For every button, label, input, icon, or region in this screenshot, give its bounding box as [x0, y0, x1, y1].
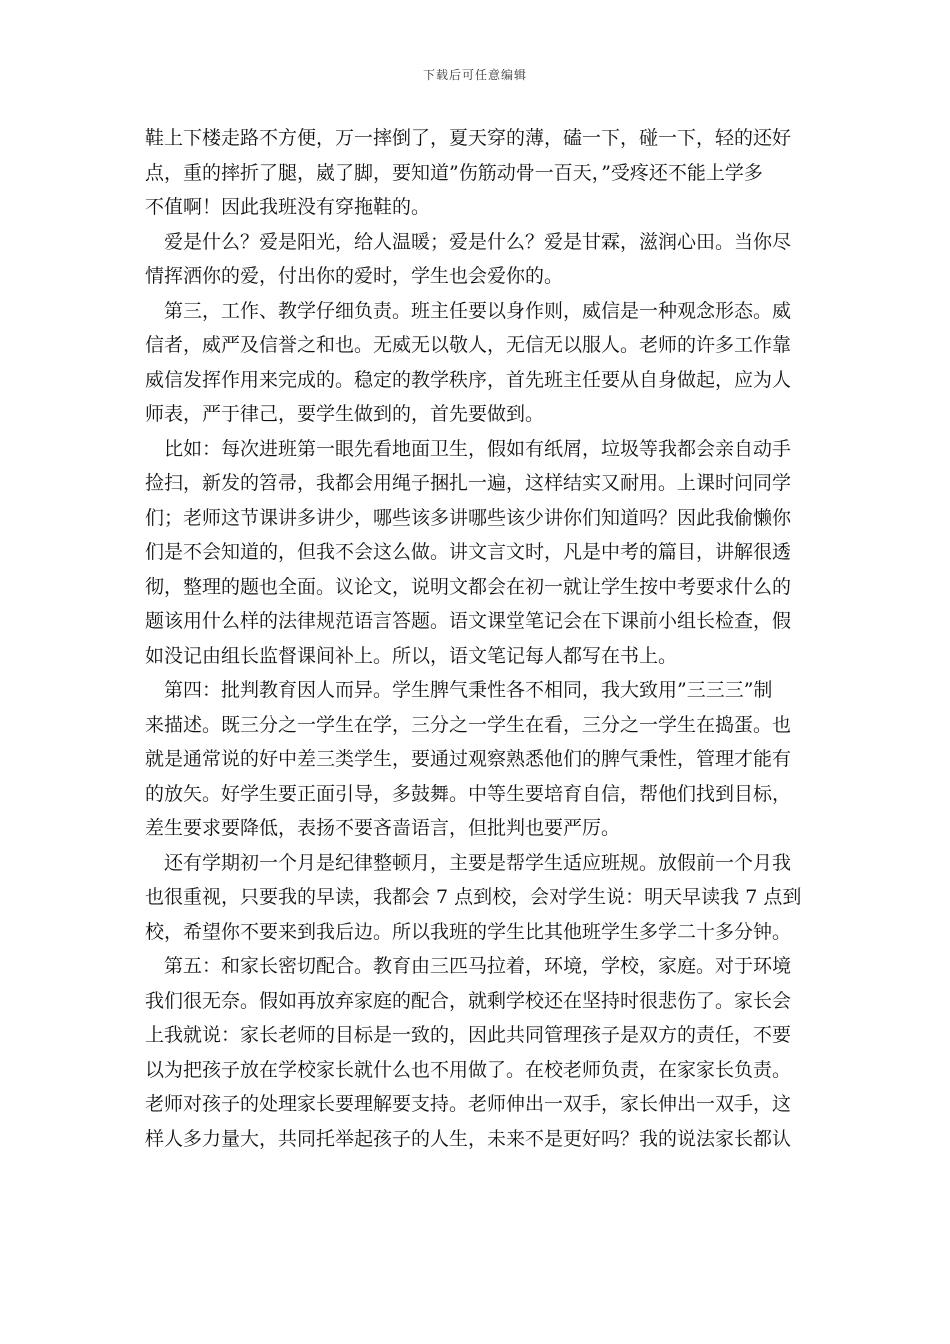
text-line: 威信发挥作用来完成的。稳定的教学秩序，首先班主任要从自身做起，应为人: [145, 368, 792, 391]
text-line: 以为把孩子放在学校家长就什么也不用做了。在校老师负责，在家家长负责。: [145, 1058, 792, 1081]
page-header: 下载后可任意编辑: [422, 68, 527, 82]
text-line: 鞋上下楼走路不方便，万一摔倒了，夏天穿的薄，磕一下，碰一下，轻的还好: [145, 127, 792, 149]
text-line: 差生要求要降低，表扬不要吝啬语言，但批判也要严厉。: [145, 817, 621, 839]
text-line: 我们很无奈。假如再放弃家庭的配合，就剩学校还在坚持时很悲伤了。家长会: [145, 989, 792, 1012]
text-line: 师表，严于律己，要学生做到的，首先要做到。: [145, 403, 545, 425]
text-line: 比如：每次进班第一眼先看地面卫生，假如有纸屑，垃圾等我都会亲自动手: [145, 437, 792, 460]
text-line: 点，重的摔折了腿，崴了脚，要知道”伤筋动骨一百天，”受疼还不能上学多: [145, 161, 763, 184]
text-line: 题该用什么样的法律规范语言答题。语文课堂笔记会在下课前小组长检查，假: [145, 610, 792, 632]
text-line: 彻，整理的题也全面。议论文，说明文都会在初一就让学生按中考要求什么的: [145, 575, 792, 598]
text-line: 第五：和家长密切配合。教育由三匹马拉着，环境，学校，家庭。对于环境: [145, 955, 792, 977]
text-line: 第四：批判教育因人而异。学生脾气秉性各不相同，我大致用”三三三”制: [145, 679, 773, 701]
text-line: 来描述。既三分之一学生在学，三分之一学生在看，三分之一学生在捣蛋。也: [145, 713, 792, 736]
text-line: 第三，工作、教学仔细负责。班主任要以身作则，威信是一种观念形态。威: [145, 299, 792, 322]
text-line: 也很重视，只要我的早读，我都会 7 点到校，会对学生说：明天早读我 7 点到: [145, 886, 802, 908]
text-line: 就是通常说的好中差三类学生，要通过观察熟悉他们的脾气秉性，管理才能有: [145, 748, 792, 770]
text-line: 的放矢。好学生要正面引导，多鼓舞。中等生要培育自信，帮他们找到目标，: [145, 782, 792, 805]
text-line: 爱是什么？爱是阳光，给人温暖；爱是什么？爱是甘霖，滋润心田。当你尽: [145, 230, 792, 253]
text-line: 如没记由组长监督课间补上。所以，语文笔记每人都写在书上。: [145, 644, 678, 667]
text-line: 捡扫，新发的笤帚，我都会用绳子捆扎一遍，这样结实又耐用。上课时问同学: [145, 472, 792, 494]
text-line: 上我就说：家长老师的目标是一致的，因此共同管理孩子是双方的责任，不要: [145, 1024, 792, 1046]
text-line: 老师对孩子的处理家长要理解要支持。老师伸出一双手，家长伸出一双手，这: [145, 1093, 792, 1115]
text-line: 校，希望你不要来到我后边。所以我班的学生比其他班学生多学二十多分钟。: [145, 920, 792, 943]
text-line: 还有学期初一个月是纪律整顿月，主要是帮学生适应班规。放假前一个月我: [145, 851, 792, 874]
text-line: 不值啊！因此我班没有穿拖鞋的。: [145, 196, 431, 218]
text-line: 情挥洒你的爱，付出你的爱时，学生也会爱你的。: [145, 265, 564, 287]
text-line: 们是不会知道的，但我不会这么做。讲文言文时，凡是中考的篇目，讲解很透: [145, 541, 792, 563]
text-line: 样人多力量大，共同托举起孩子的人生，未来不是更好吗？我的说法家长都认: [145, 1127, 792, 1150]
text-line: 信者，威严及信誉之和也。无威无以敬人，无信无以服人。老师的许多工作靠: [145, 334, 792, 356]
document-body: [145, 121, 807, 1156]
text-line: 们；老师这节课讲多讲少，哪些该多讲哪些该少讲你们知道吗？因此我偷懒你: [145, 506, 792, 529]
